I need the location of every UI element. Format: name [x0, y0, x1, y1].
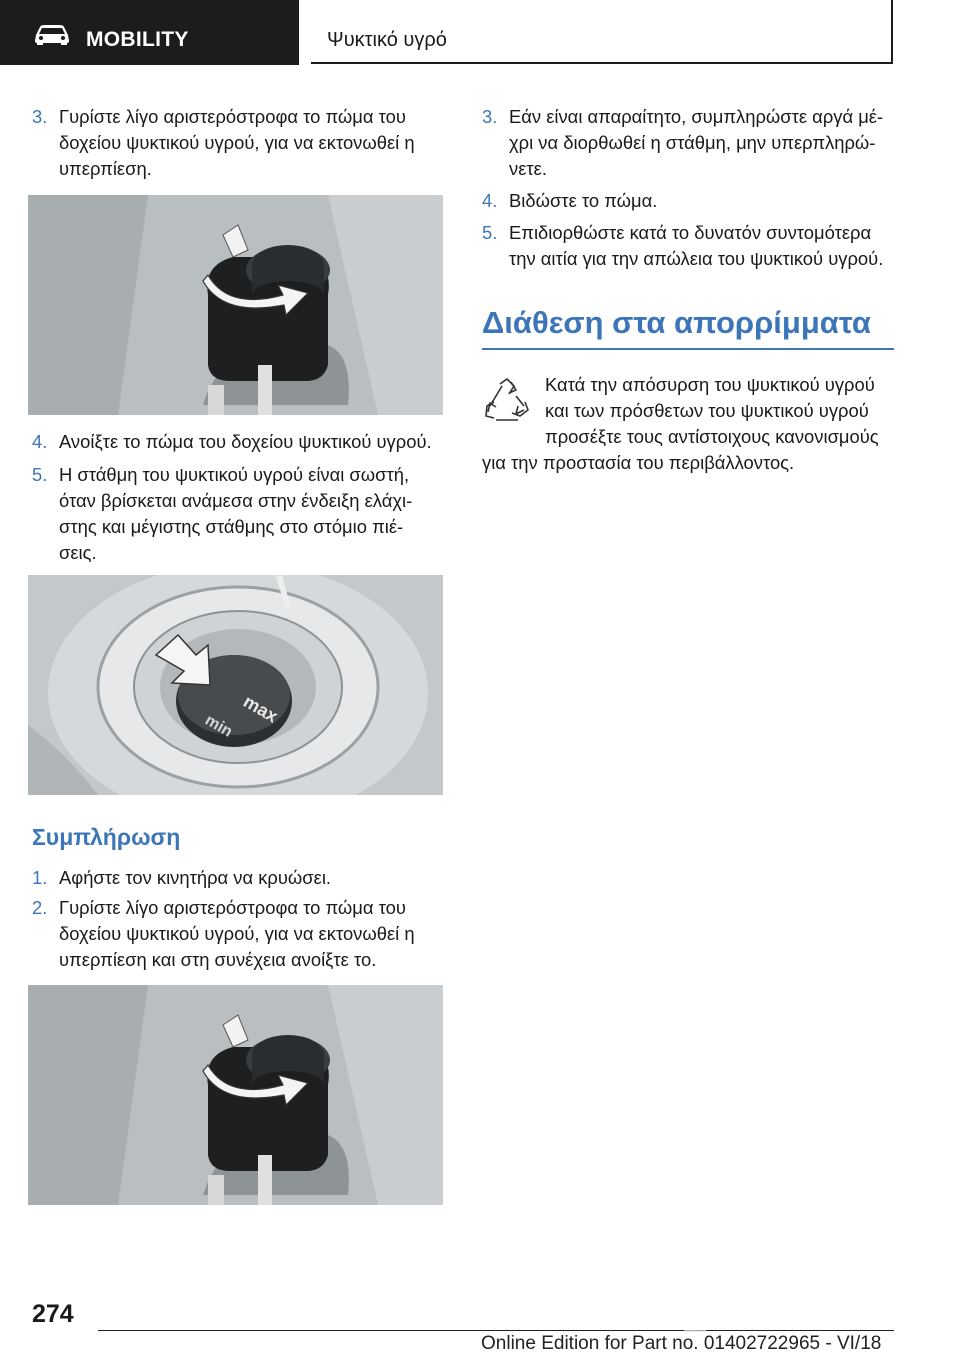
page-number: 274 [32, 1300, 74, 1328]
fill-section-heading: Συμπλήρωση [32, 824, 181, 850]
step-text-line: όταν βρίσκεται ανάμεσα στην ένδειξη ελάχι- [59, 490, 413, 511]
step-text-line: Εάν είναι απαραίτητο, συμπληρώστε αργά μέ- [509, 106, 884, 127]
step-text-line: Βιδώστε το πώμα. [509, 190, 658, 211]
step-text-line: υπερπίεση και στη συνέχεια ανοίξτε το. [59, 949, 377, 970]
disposal-text-line: Κατά την απόσυρση του ψυκτικού υγρού [545, 374, 875, 395]
footer-edition: Online Edition for Part no. 01402722965 - VI/18 [481, 1333, 882, 1354]
watermark-text: Online Edition for Part no. 01402722965 - VI/18 [684, 1331, 707, 1332]
step-number: 5. [482, 222, 498, 243]
step-number: 4. [32, 431, 48, 452]
reservoir-photo-1 [28, 195, 443, 415]
step-text-line: Αφήστε τον κινητήρα να κρυώσει. [59, 867, 332, 888]
step-number: 1. [32, 867, 48, 888]
step-text-line: Η στάθμη του ψυκτικού υγρού είναι σωστή, [59, 464, 410, 485]
heading-underline [482, 348, 894, 350]
step-number: 3. [32, 106, 48, 127]
filler-neck-photo [28, 575, 443, 795]
disposal-text-line: και των πρόσθετων του ψυκτικού υγρού [545, 400, 869, 421]
step-text-line: Γυρίστε λίγο αριστερόστροφα το πώμα του [59, 106, 406, 127]
step-text-line: σεις. [59, 542, 97, 563]
disposal-section-heading: Διάθεση στα απορρίμματα [482, 305, 871, 340]
footer-rule [98, 1330, 894, 1331]
step-text-line: Γυρίστε λίγο αριστερόστροφα το πώμα του [59, 897, 406, 918]
step-number: 4. [482, 190, 498, 211]
step-text-line: την αιτία για την απώλεια του ψυκτικού υγρού. [509, 248, 884, 269]
step-text-line: δοχείου ψυκτικού υγρού, για να εκτονωθεί η [59, 923, 415, 944]
disposal-text-line: προσέξτε τους αντίστοιχους κανονισμούς [545, 426, 879, 447]
header-chapter-title: Ψυκτικό υγρό [327, 29, 447, 51]
step-number: 2. [32, 897, 48, 918]
disposal-text-line: για την προστασία του περιβάλλοντος. [482, 452, 795, 473]
gauge-max-label: max [240, 691, 282, 727]
step-number: 5. [32, 464, 48, 485]
step-text-line: νετε. [509, 158, 547, 179]
step-text-line: Ανοίξτε το πώμα του δοχείου ψυκτικού υγρού. [59, 431, 432, 452]
gauge-min-label: min [202, 711, 236, 741]
step-text-line: δοχείου ψυκτικού υγρού, για να εκτονωθεί η [59, 132, 415, 153]
step-number: 3. [482, 106, 498, 127]
step-text-line: Επιδιορθώστε κατά το δυνατόν συντομότερα [509, 222, 872, 243]
step-text-line: υπερπίεση. [59, 158, 152, 179]
disposal-text-block [545, 372, 905, 450]
recycle-icon [482, 376, 532, 426]
step-text-line: χρι να διορθωθεί η στάθμη, μην υπερπληρώ- [509, 132, 876, 153]
car-icon [32, 22, 72, 46]
reservoir-photo-2 [28, 985, 443, 1205]
disposal-text-block [482, 450, 902, 476]
header-section-title: MOBILITY [86, 28, 189, 51]
step-text-line: στης και μέγιστης στάθμης στο στόμιο πιέ- [59, 516, 404, 537]
